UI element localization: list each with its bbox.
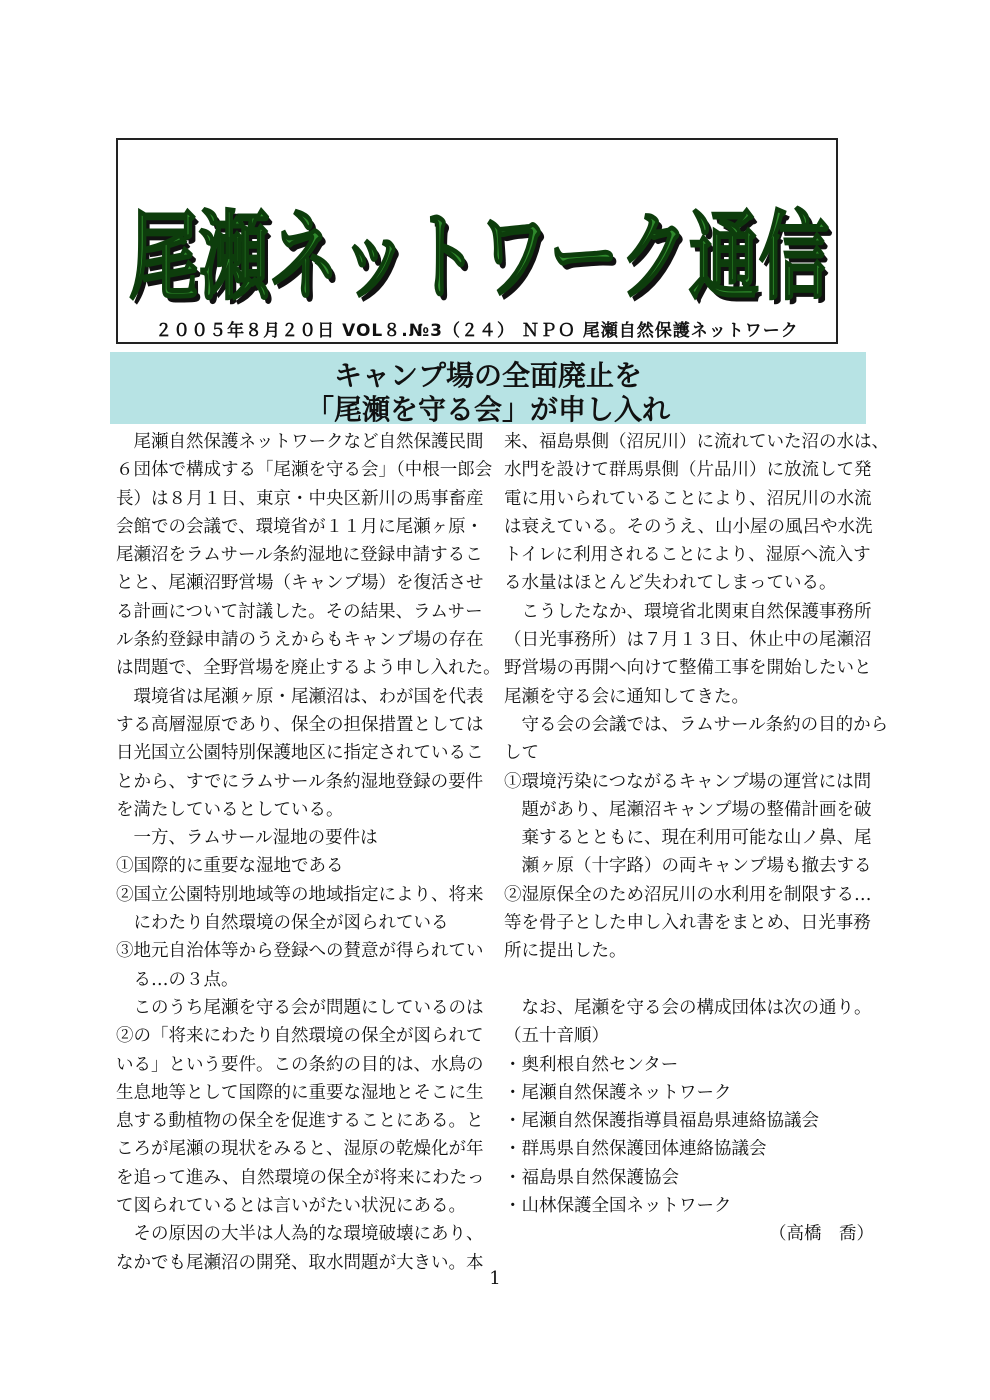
text-line: ・群馬県自然保護団体連絡協議会: [504, 1139, 767, 1160]
text-line: とから、すでにラムサール条約湿地登録の要件: [116, 771, 484, 792]
text-line: 来、福島県側（沼尻川）に流れていた沼の水は、: [504, 432, 889, 452]
text-line: （日光事務所）は７月１３日、休止中の尾瀬沼: [504, 630, 872, 651]
text-line: 生息地等として国際的に重要な湿地とそこに生: [116, 1082, 484, 1103]
text-line: 会館での会議で、環境省が１１月に尾瀬ヶ原・: [116, 516, 484, 537]
text-line: る計画について討議した。その結果、ラムサー: [116, 601, 483, 622]
text-line: して: [504, 743, 539, 764]
text-line: トイレに利用されることにより、湿原へ流入す: [504, 545, 871, 566]
text-line: ③地元自治体等から登録への賛意が得られてい: [116, 941, 484, 962]
text-line: 守る会の会議では、ラムサール条約の目的から: [504, 714, 889, 735]
author-signature: （高橋 喬）: [769, 1224, 874, 1245]
text-line: ・山林保護全国ネットワーク: [504, 1196, 732, 1217]
text-line: 電に用いられていることにより、沼尻川の水流: [504, 488, 872, 509]
text-line: を追って進み、自然環境の保全が将来にわたっ: [116, 1167, 485, 1188]
text-line: する高層湿原であり、保全の担保措置としては: [116, 714, 484, 735]
text-line: 長）は８月１日、東京・中央区新川の馬事畜産: [116, 488, 484, 509]
text-line: （五十音順）: [504, 1026, 609, 1047]
masthead-title-text: 尾瀬ネットワーク通信: [129, 201, 829, 313]
page-number: 1: [489, 1268, 501, 1289]
text-line: にわたり自然環境の保全が図られている: [116, 913, 449, 934]
text-line: その原因の大半は人為的な環境破壊にあり、: [116, 1224, 484, 1245]
text-line: 棄するとともに、現在利用可能な山ノ鼻、尾: [504, 828, 872, 849]
text-line: ②湿原保全のため沼尻川の水利用を制限する…: [504, 884, 872, 905]
headline: [110, 352, 866, 424]
text-line: とと、尾瀬沼野営場（キャンプ場）を復活させ: [116, 573, 484, 594]
masthead: [116, 138, 838, 344]
article-left-column: [116, 428, 501, 1277]
text-line: ・奥利根自然センター: [504, 1054, 679, 1075]
masthead-title-logo: [124, 150, 834, 320]
masthead-title-shadow: 尾瀬ネットワーク通信: [133, 206, 833, 318]
text-line: 野営場の再開へ向けて整備工事を開始したいと: [504, 658, 872, 679]
headline-line-1: キャンプ場の全面廃止を: [333, 359, 642, 392]
text-line: て図られているとは言いがたい状況にある。: [116, 1196, 466, 1217]
text-line: る水量はほとんど失われてしまっている。: [504, 573, 837, 594]
text-line: いる」という要件。この条約の目的は、水鳥の: [116, 1054, 484, 1075]
text-line: 尾瀬を守る会に通知してきた。: [504, 686, 749, 707]
text-line: 尾瀬自然保護ネットワークなど自然保護民間: [116, 432, 484, 452]
article-right-column: [504, 428, 889, 1249]
text-line: 水門を設けて群馬県側（片品川）に放流して発: [504, 460, 872, 481]
text-line: ころが尾瀬の現状をみると、湿原の乾燥化が年: [116, 1139, 484, 1160]
text-line: 一方、ラムサール湿地の要件は: [116, 828, 378, 849]
text-line: 日光国立公園特別保護地区に指定されているこ: [116, 743, 484, 764]
text-line: ①国際的に重要な湿地である: [116, 856, 344, 877]
text-line: 所に提出した。: [504, 941, 627, 962]
text-line: ②国立公園特別地域等の地域指定により、将来: [116, 884, 484, 905]
member-list: [504, 994, 884, 1220]
text-line: は衰えている。そのうえ、山小屋の風呂や水洗: [504, 516, 873, 537]
text-line: ・福島県自然保護協会: [504, 1167, 679, 1188]
text-line: ・尾瀬自然保護指導員福島県連絡協議会: [504, 1111, 819, 1132]
text-line: なお、尾瀬を守る会の構成団体は次の通り。: [504, 997, 872, 1018]
text-line: 瀬ヶ原（十字路）の両キャンプ場も撤去する: [504, 856, 872, 877]
text-line: ル条約登録申請のうえからもキャンプ場の存在: [116, 630, 484, 651]
text-line: このうち尾瀬を守る会が問題にしているのは: [116, 997, 484, 1018]
article-right-body: [504, 428, 889, 966]
paragraph-gap: [504, 966, 884, 994]
text-line: 等を骨子とした申し入れ書をまとめ、日光事務: [504, 913, 871, 934]
text-line: ・尾瀬自然保護ネットワーク: [504, 1082, 732, 1103]
text-line: 尾瀬沼をラムサール条約湿地に登録申請するこ: [116, 545, 483, 566]
issue-info: ２００５年８月２０日 VOL８.№3（２４） ＮＰＯ 尾瀬自然保護ネットワーク: [155, 321, 799, 341]
text-line: 題があり、尾瀬沼キャンプ場の整備計画を破: [504, 799, 872, 820]
text-line: こうしたなか、環境省北関東自然保護事務所: [504, 601, 872, 622]
headline-line-2: 「尾瀬を守る会」が申し入れ: [305, 393, 670, 426]
text-line: ②の「将来にわたり自然環境の保全が図られて: [116, 1026, 484, 1047]
text-line: る…の３点。: [116, 969, 239, 990]
text-line: ６団体で構成する「尾瀬を守る会」（中根一郎会: [116, 460, 493, 481]
text-line: なかでも尾瀬沼の開発、取水問題が大きい。本: [116, 1252, 484, 1273]
text-line: は問題で、全野営場を廃止するよう申し入れた。: [116, 658, 501, 679]
text-line: を満たしているとしている。: [116, 799, 344, 820]
text-line: ①環境汚染につながるキャンプ場の運営には問: [504, 771, 872, 792]
text-line: 息する動植物の保全を促進することにある。と: [116, 1111, 484, 1132]
text-line: 環境省は尾瀬ヶ原・尾瀬沼は、わが国を代表: [116, 686, 484, 707]
